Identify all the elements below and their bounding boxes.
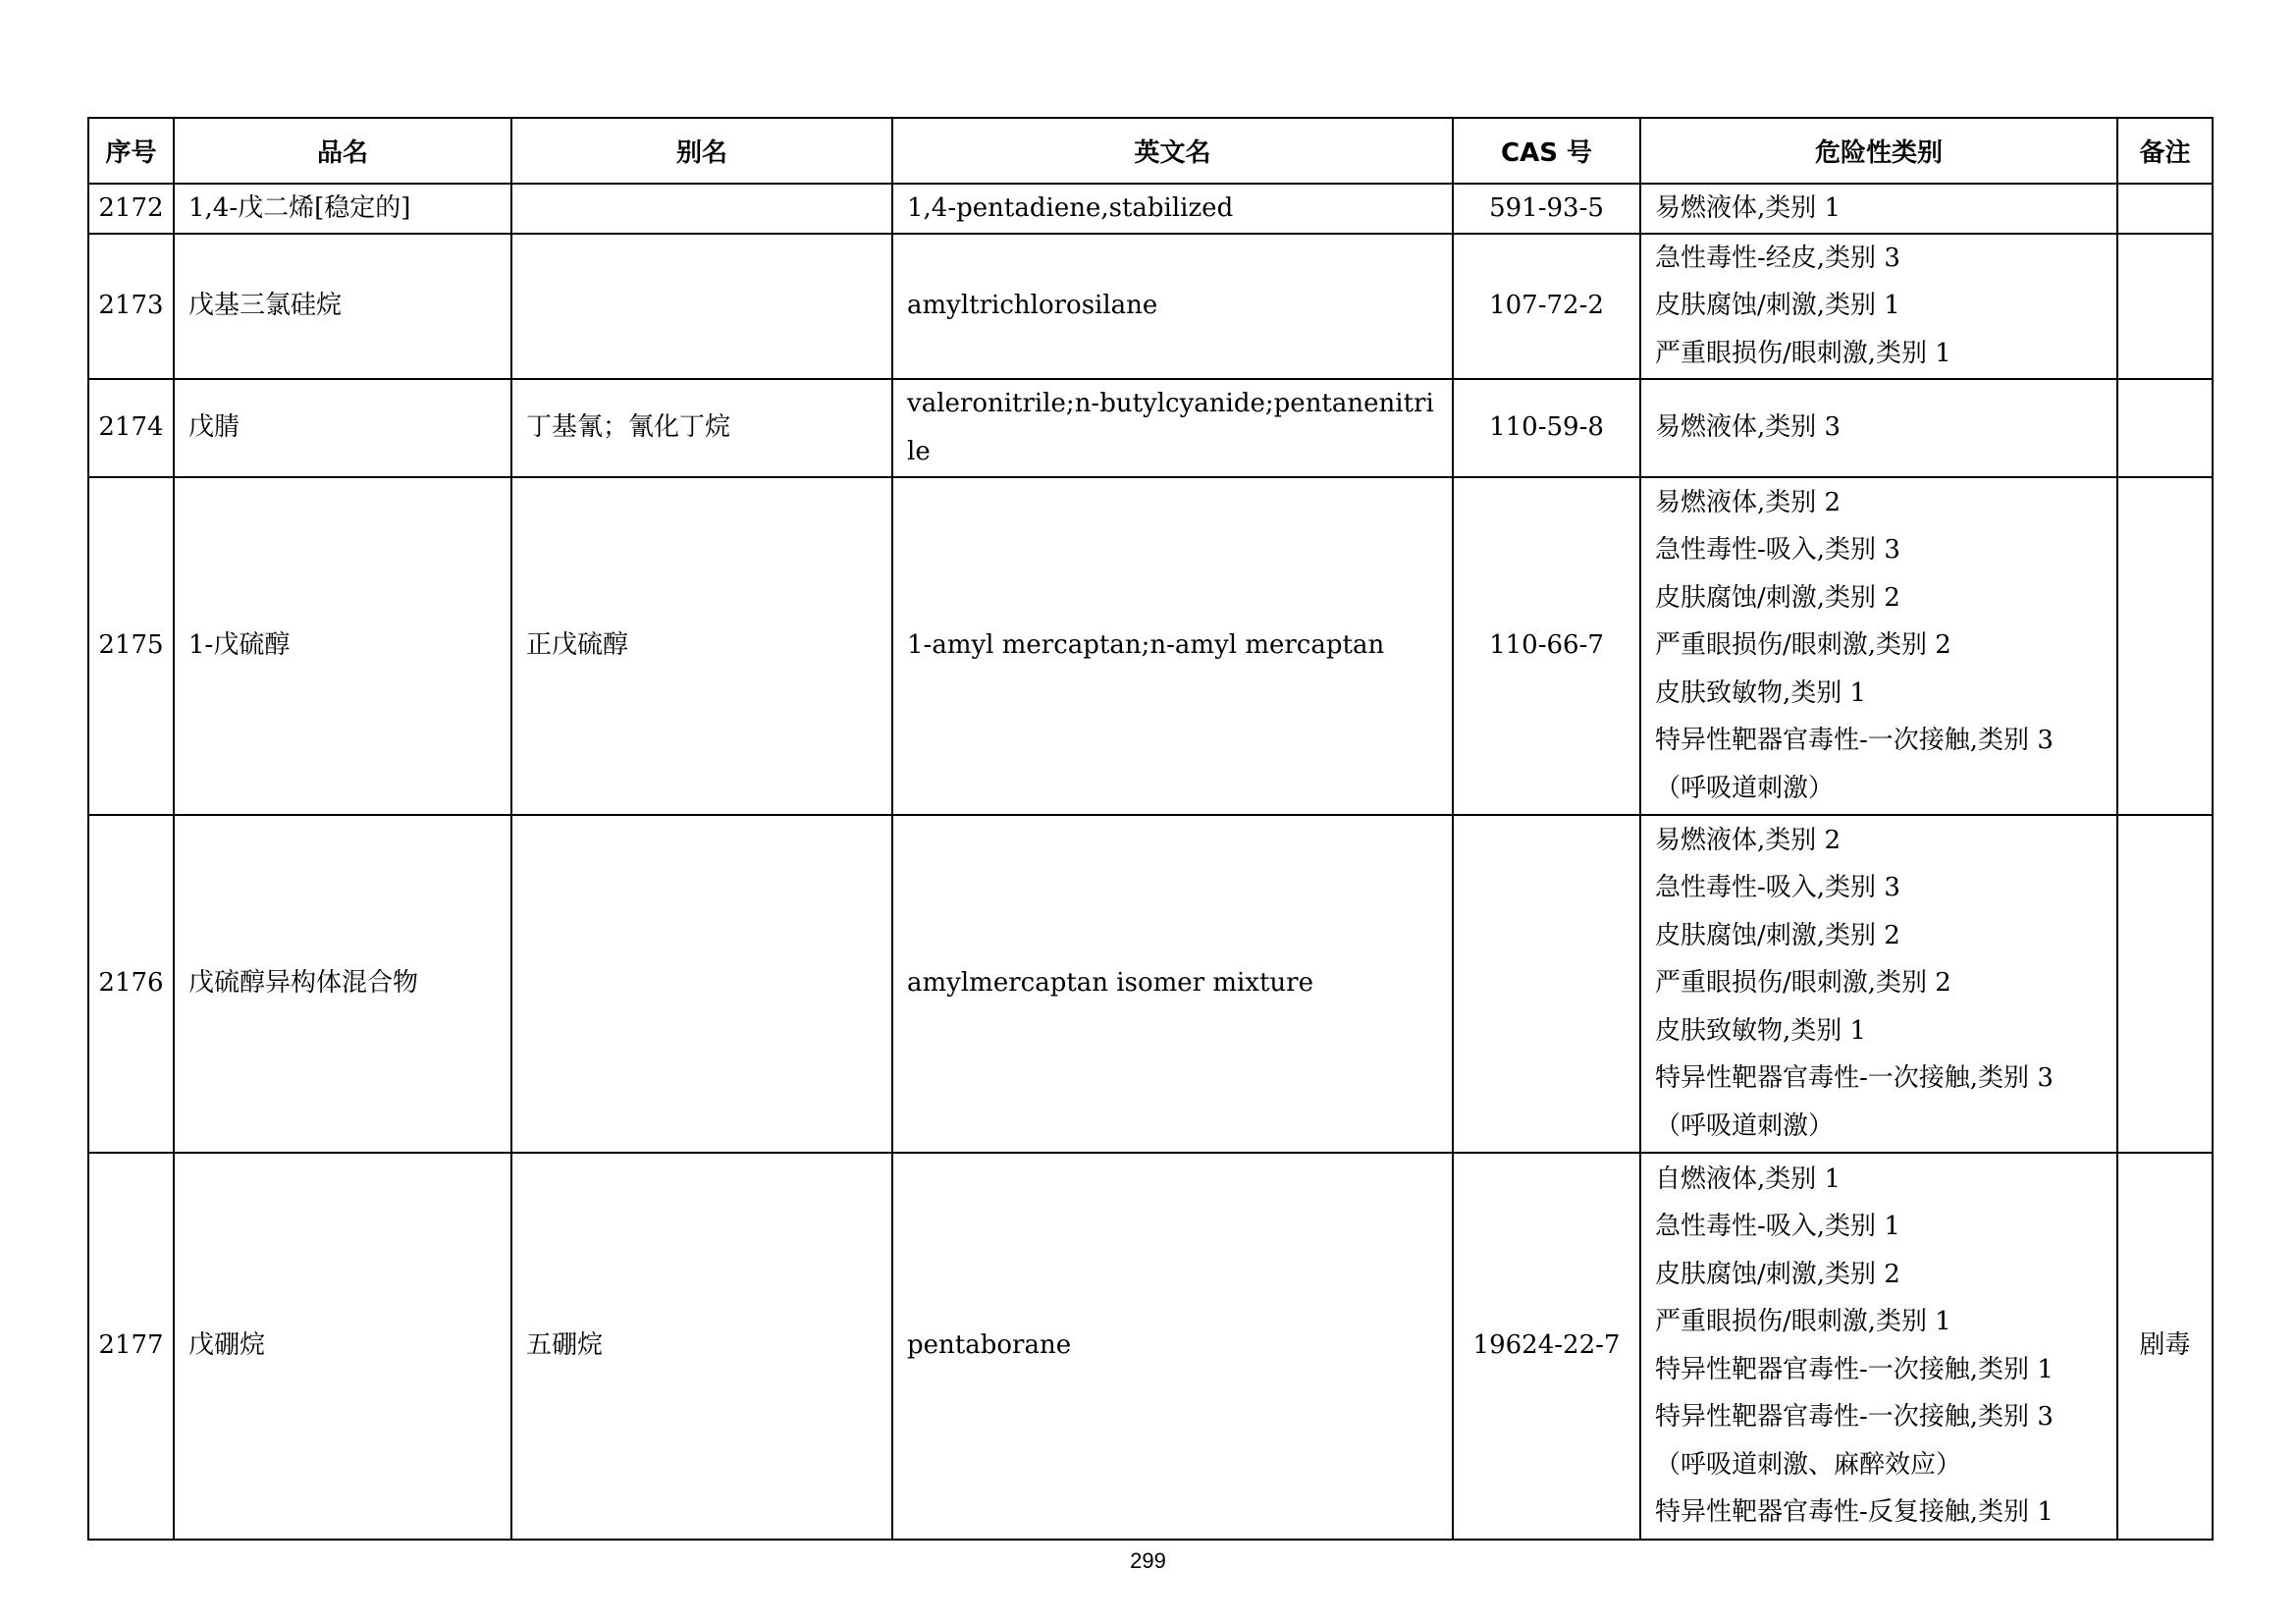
cas-cell: 591-93-5 xyxy=(1453,184,1640,234)
hazard-line: 急性毒性-吸入,类别 3 xyxy=(1655,535,1900,566)
english-cell: 1,4-pentadiene,stabilized xyxy=(892,184,1453,234)
hazard-line: 严重眼损伤/眼刺激,类别 1 xyxy=(1655,1307,1951,1336)
header-row xyxy=(88,118,2213,184)
table-row xyxy=(88,815,2213,1153)
header-hazard: 危险性类别 xyxy=(1640,118,2117,184)
alias-cell: 五硼烷 xyxy=(511,1153,892,1540)
hazard-line: 易燃液体,类别 2 xyxy=(1655,825,1842,855)
cas-cell: 19624-22-7 xyxy=(1453,1153,1640,1540)
hazard-line: 自燃液体,类别 1 xyxy=(1655,1164,1842,1194)
hazard-line: 易燃液体,类别 3 xyxy=(1655,412,1842,443)
note-cell: 剧毒 xyxy=(2117,1153,2213,1540)
note-cell xyxy=(2117,477,2213,815)
seq-cell: 2172 xyxy=(88,184,174,234)
name-cell: 戊基三氯硅烷 xyxy=(174,234,511,379)
hazard-line: 急性毒性-经皮,类别 3 xyxy=(1655,243,1900,273)
english-cell: 1-amyl mercaptan;n-amyl mercaptan xyxy=(892,477,1453,815)
table-row xyxy=(88,1153,2213,1540)
seq-cell: 2175 xyxy=(88,477,174,815)
seq-cell: 2173 xyxy=(88,234,174,379)
cas-cell: 110-59-8 xyxy=(1453,379,1640,477)
name-cell: 戊硫醇异构体混合物 xyxy=(174,815,511,1153)
hazard-line: 皮肤腐蚀/刺激,类别 2 xyxy=(1655,582,1900,613)
alias-cell: 正戊硫醇 xyxy=(511,477,892,815)
alias-cell xyxy=(511,815,892,1153)
alias-cell: 丁基氰；氰化丁烷 xyxy=(511,379,892,477)
name-cell: 戊硼烷 xyxy=(174,1153,511,1540)
hazard-line: 皮肤腐蚀/刺激,类别 2 xyxy=(1655,1259,1900,1289)
hazard-line: （呼吸道刺激） xyxy=(1655,773,1835,803)
hazard-cell xyxy=(1640,815,2117,1153)
cas-cell: 110-66-7 xyxy=(1453,477,1640,815)
hazard-cell xyxy=(1640,477,2117,815)
hazard-line: 特异性靶器官毒性-一次接触,类别 3 xyxy=(1655,1402,2054,1432)
seq-cell: 2176 xyxy=(88,815,174,1153)
english-cell: amyltrichlorosilane xyxy=(892,234,1453,379)
note-cell xyxy=(2117,234,2213,379)
english-cell: valeronitrile;n-butylcyanide;pentanenitrile xyxy=(892,379,1453,477)
hazard-line: 易燃液体,类别 2 xyxy=(1655,487,1842,517)
hazard-line: 特异性靶器官毒性-一次接触,类别 3 xyxy=(1655,726,2054,756)
chemical-table xyxy=(87,117,2214,1541)
cas-cell xyxy=(1453,815,1640,1153)
page-number: 299 xyxy=(1130,1548,1166,1573)
hazard-line: 急性毒性-吸入,类别 3 xyxy=(1655,873,1900,903)
hazard-line: 严重眼损伤/眼刺激,类别 2 xyxy=(1655,630,1951,661)
english-cell: pentaborane xyxy=(892,1153,1453,1540)
hazard-line: 严重眼损伤/眼刺激,类别 1 xyxy=(1655,338,1951,368)
alias-cell xyxy=(511,184,892,234)
hazard-line: 皮肤致敏物,类别 1 xyxy=(1655,677,1867,708)
hazard-line: 皮肤腐蚀/刺激,类别 1 xyxy=(1655,291,1900,321)
header-alias: 别名 xyxy=(511,118,892,184)
table-row xyxy=(88,234,2213,379)
name-cell: 戊腈 xyxy=(174,379,511,477)
hazard-line: （呼吸道刺激） xyxy=(1655,1110,1835,1141)
table-row xyxy=(88,184,2213,234)
hazard-line: 特异性靶器官毒性-一次接触,类别 3 xyxy=(1655,1063,2054,1094)
seq-cell: 2177 xyxy=(88,1153,174,1540)
alias-cell xyxy=(511,234,892,379)
hazard-cell xyxy=(1640,184,2117,234)
hazard-line: 严重眼损伤/眼刺激,类别 2 xyxy=(1655,968,1951,999)
header-note: 备注 xyxy=(2117,118,2213,184)
cas-cell: 107-72-2 xyxy=(1453,234,1640,379)
hazard-line: 皮肤致敏物,类别 1 xyxy=(1655,1015,1867,1046)
hazard-line: 特异性靶器官毒性-一次接触,类别 1 xyxy=(1655,1354,2054,1384)
header-cas: CAS 号 xyxy=(1453,118,1640,184)
english-cell: amylmercaptan isomer mixture xyxy=(892,815,1453,1153)
hazard-cell xyxy=(1640,234,2117,379)
note-cell xyxy=(2117,815,2213,1153)
header-name: 品名 xyxy=(174,118,511,184)
seq-cell: 2174 xyxy=(88,379,174,477)
header-english: 英文名 xyxy=(892,118,1453,184)
table-row xyxy=(88,379,2213,477)
hazard-line: 皮肤腐蚀/刺激,类别 2 xyxy=(1655,920,1900,950)
hazard-line: （呼吸道刺激、麻醉效应） xyxy=(1655,1449,1962,1480)
table-row xyxy=(88,477,2213,815)
hazard-line: 特异性靶器官毒性-反复接触,类别 1 xyxy=(1655,1497,2054,1527)
hazard-cell xyxy=(1640,1153,2117,1540)
note-cell xyxy=(2117,184,2213,234)
note-cell xyxy=(2117,379,2213,477)
hazard-cell xyxy=(1640,379,2117,477)
name-cell: 1,4-戊二烯[稳定的] xyxy=(174,184,511,234)
header-seq: 序号 xyxy=(88,118,174,184)
name-cell: 1-戊硫醇 xyxy=(174,477,511,815)
hazard-line: 易燃液体,类别 1 xyxy=(1655,193,1842,223)
hazard-line: 急性毒性-吸入,类别 1 xyxy=(1655,1212,1900,1241)
